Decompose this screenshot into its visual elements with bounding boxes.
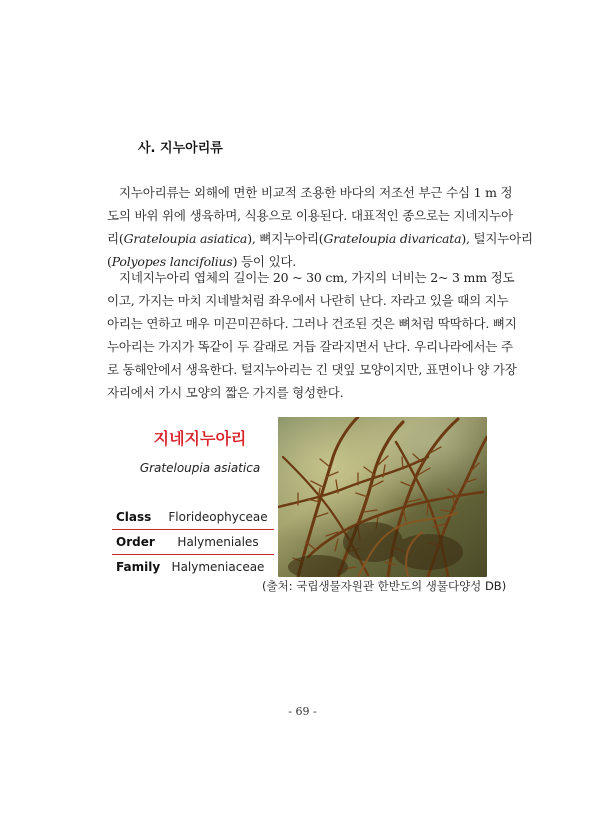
paragraph-intro (107, 181, 533, 273)
taxonomy-rank: Order (116, 535, 155, 549)
taxonomy-value: Halymeniaceae (171, 560, 265, 574)
paragraph-line: 누아리는 가지가 똑같이 두 갈래로 거듭 갈라지면서 난다. 우리나라에서는 주 (107, 339, 513, 354)
paragraph-line: 지누아리류는 외해에 면한 비교적 조용한 바다의 저조선 부근 수심 1 m 정 (119, 185, 513, 200)
paragraph-line: 도의 바위 위에 생육하며, 식용으로 이용된다. 대표적인 종으로는 지네지누아 (107, 208, 513, 223)
taxonomy-value: Florideophyceae (168, 510, 268, 524)
taxonomy-row-order (112, 530, 274, 555)
paragraph-line: 이고, 가지는 마치 지네발처럼 좌우에서 나란히 난다. 자라고 있을 때의 지누 (107, 293, 509, 308)
page-number: - 69 - (288, 705, 317, 718)
photo-credit: (출처: 국립생물자원관 한반도의 생물다양성 DB) (262, 579, 507, 593)
scientific-name: Polyopes lancifolius (111, 254, 233, 269)
paragraph-line: 로 동해안에서 생육한다. 털지누아리는 긴 댓잎 모양이지만, 표면이나 양 가장 (107, 362, 517, 377)
scientific-name: Grateloupia divaricata (323, 231, 462, 246)
taxonomy-row-class (112, 505, 274, 530)
scientific-name: Grateloupia asiatica (123, 231, 248, 246)
section-heading: 사. 지누아리류 (138, 141, 223, 156)
paragraph-line: 자리에서 가시 모양의 짧은 가지를 형성한다. (107, 385, 344, 400)
paragraph-line: 리(Grateloupia asiatica), 뼈지누아리(Grateloupia divaricata), 털지누아리 (107, 231, 533, 246)
taxonomy-value: Halymeniales (177, 535, 259, 549)
paragraph-line: 지네지누아리 엽체의 길이는 20 ~ 30 cm, 가지의 너비는 2~ 3 mm 정도 (119, 270, 515, 285)
paragraph-line: 아리는 연하고 매우 미끈미끈하다. 그러나 건조된 것은 뼈처럼 딱딱하다. 뼈지 (107, 316, 517, 331)
taxonomy-rank: Class (116, 510, 152, 524)
paragraph-description (107, 266, 517, 404)
paragraph-line: (Polyopes lancifolius) 등이 있다. (107, 254, 297, 269)
taxonomy-table (112, 505, 274, 579)
taxonomy-row-family (112, 555, 274, 579)
taxonomy-rank: Family (116, 560, 161, 574)
species-scientific-name: Grateloupia asiatica (139, 461, 261, 475)
seaweed-photo (278, 417, 487, 577)
species-korean-name: 지네지누아리 (153, 429, 247, 448)
